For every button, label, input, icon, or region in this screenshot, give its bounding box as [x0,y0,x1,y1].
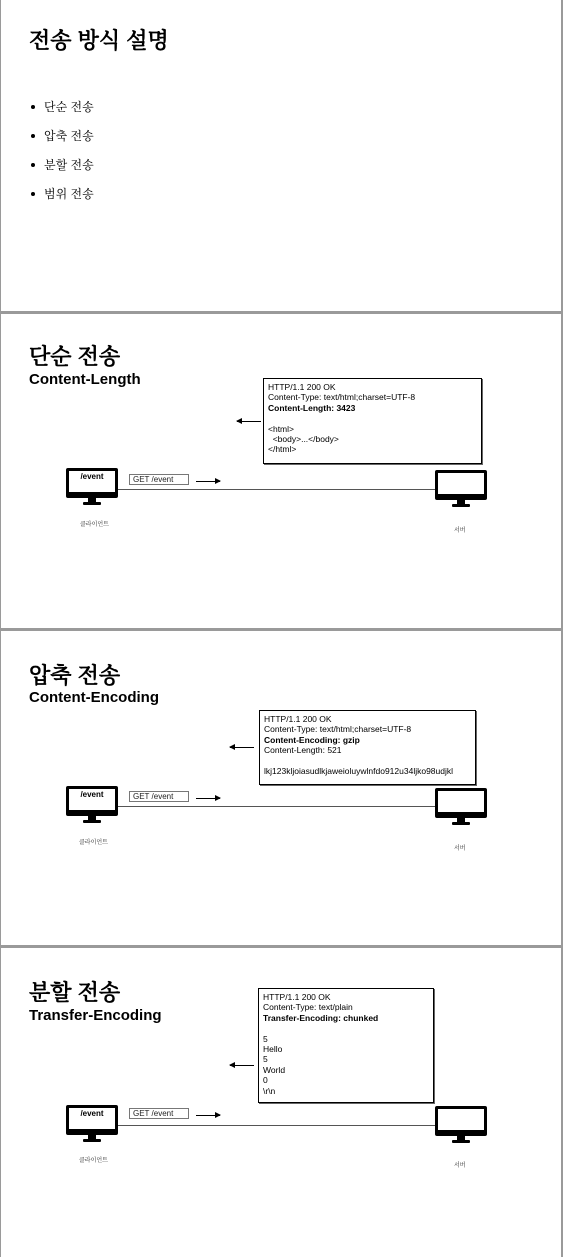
slide-title: 분할 전송 [29,980,121,1005]
bullet-dot-icon [31,134,35,138]
response-line: 5 [263,1033,268,1044]
response-line: <body>...</body> [268,434,339,445]
slide-title: 압축 전송 [29,663,121,688]
slide-compressed-transfer [1,631,561,945]
slide-chunked-transfer [1,948,561,1257]
response-line: Content-Type: text/html;charset=UTF-8 [264,724,412,735]
bullet-item [31,179,94,208]
slide-subtitle: Transfer-Encoding [29,1007,162,1024]
client-screen-text: /event [69,471,115,492]
bullet-text: 압축 전송 [44,128,94,143]
bullet-item [31,121,94,150]
connection-line [118,1125,436,1126]
server-monitor-icon [435,470,487,507]
response-line: HTTP/1.1 200 OK [263,992,331,1002]
slide-simple-transfer [1,314,561,628]
response-line: <html> [268,423,294,434]
client-monitor-icon [66,468,118,505]
bullet-list [31,92,94,208]
response-line: Content-Type: text/html;charset=UTF-8 [268,392,416,403]
response-line: Content-Encoding: gzip [264,734,360,745]
http-response-box [259,710,476,785]
client-monitor-icon [66,1105,118,1142]
bullet-dot-icon [31,163,35,167]
arrow-right-icon [196,481,220,482]
bullet-item [31,92,94,121]
client-screen-text: /event [69,1108,115,1129]
arrow-left-icon [237,421,261,422]
connection-line [118,489,436,490]
connection-line [118,806,436,807]
http-response-box [263,378,482,464]
slide-subtitle: Content-Length [29,371,141,388]
response-line: 5 [263,1054,268,1065]
bullet-dot-icon [31,192,35,196]
response-line: Content-Type: text/plain [263,1002,353,1013]
response-line: </html> [268,444,297,455]
response-line: \r\n [263,1085,276,1096]
arrow-left-icon [230,747,254,748]
response-line: Hello [263,1044,283,1055]
server-label: 서버 [454,528,466,534]
request-box: GET /event [129,1108,189,1119]
client-monitor-icon [66,786,118,823]
arrow-right-icon [196,798,220,799]
response-line: World [263,1064,286,1075]
response-line [268,413,477,423]
server-label: 서버 [454,846,466,852]
arrow-left-icon [230,1065,254,1066]
request-box: GET /event [129,474,189,485]
server-monitor-icon [435,788,487,825]
response-line [263,1023,429,1033]
client-label: 클라이언트 [79,840,108,846]
response-line: Content-Length: 521 [264,745,342,756]
arrow-right-icon [196,1115,220,1116]
request-box: GET /event [129,791,189,802]
server-label: 서버 [454,1163,466,1169]
bullet-text: 범위 전송 [44,186,94,201]
response-line: 0 [263,1075,268,1086]
bullet-text: 단순 전송 [44,99,94,114]
slide-title: 단순 전송 [29,344,121,369]
server-monitor-icon [435,1106,487,1143]
response-line: HTTP/1.1 200 OK [268,382,336,392]
response-line: Content-Length: 3423 [268,402,356,413]
bullet-text: 분할 전송 [44,157,94,172]
client-screen-text: /event [69,789,115,810]
bullet-dot-icon [31,105,35,109]
http-response-box [258,988,434,1103]
bullet-item [31,150,94,179]
slide-subtitle: Content-Encoding [29,689,159,706]
client-label: 클라이언트 [79,1158,108,1164]
slide-title: 전송 방식 설명 [29,28,169,53]
response-line: Transfer-Encoding: chunked [263,1012,379,1023]
response-line: HTTP/1.1 200 OK [264,714,332,724]
response-line [264,756,471,766]
response-line: lkj123kljoiasudlkjaweioluywlnfdo912u34ljko98udjkl [264,766,454,777]
client-label: 클라이언트 [80,522,109,528]
slide-transfer-overview [1,0,561,311]
